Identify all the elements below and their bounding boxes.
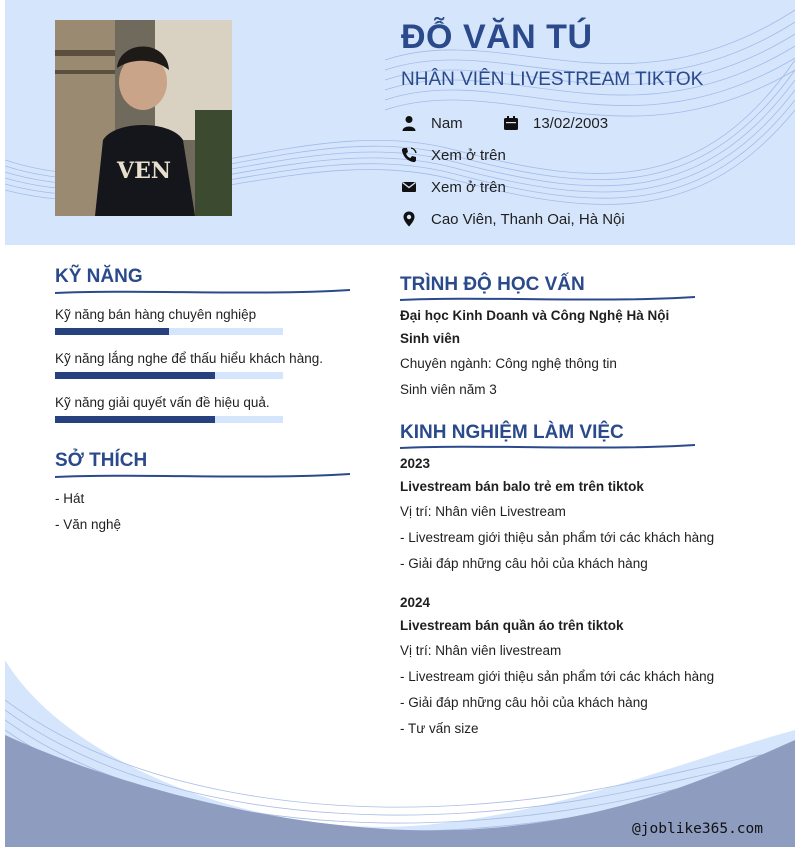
education-year: Sinh viên năm 3 bbox=[400, 382, 497, 397]
skill-label: Kỹ năng giải quyết vấn đề hiệu quả. bbox=[55, 395, 270, 410]
email-value: Xem ở trên bbox=[431, 178, 506, 196]
birthdate-row bbox=[503, 112, 608, 134]
cv-page bbox=[5, 0, 795, 847]
job-duty: - Giải đáp những câu hỏi của khách hàng bbox=[400, 556, 648, 571]
skill-bar bbox=[55, 372, 283, 379]
education-heading: TRÌNH ĐỘ HỌC VẤN bbox=[400, 274, 585, 295]
header-banner bbox=[5, 0, 795, 245]
job-duty: - Livestream giới thiệu sản phẩm tới các khách hàng bbox=[400, 669, 715, 684]
map-pin-icon bbox=[401, 211, 417, 227]
experience-heading: KINH NGHIỆM LÀM VIỆC bbox=[400, 422, 624, 443]
education-underline bbox=[400, 295, 695, 303]
address-value: Cao Viên, Thanh Oai, Hà Nội bbox=[431, 210, 625, 228]
skill-label: Kỹ năng bán hàng chuyên nghiệp bbox=[55, 307, 257, 322]
skill-bar bbox=[55, 416, 283, 423]
skill-bar-fill bbox=[55, 372, 215, 379]
address-row bbox=[401, 208, 625, 230]
envelope-icon bbox=[401, 179, 417, 195]
job-position: Vị trí: Nhân viên Livestream bbox=[400, 504, 566, 519]
watermark: @joblike365.com bbox=[632, 821, 763, 837]
skill-bar-fill bbox=[55, 328, 169, 335]
job-duty: - Livestream giới thiệu sản phẩm tới các khách hàng bbox=[400, 530, 715, 545]
job-year: 2023 bbox=[400, 456, 431, 471]
experience-underline bbox=[400, 443, 695, 451]
job-company: Livestream bán balo trẻ em trên tiktok bbox=[400, 479, 644, 494]
hobbies-underline bbox=[55, 472, 350, 480]
education-major: Chuyên ngành: Công nghệ thông tin bbox=[400, 356, 617, 371]
user-icon bbox=[401, 115, 417, 131]
skill-label: Kỹ năng lắng nghe để thấu hiểu khách hàng. bbox=[55, 351, 323, 366]
hobby-item: - Hát bbox=[55, 491, 85, 506]
skills-underline bbox=[55, 288, 350, 296]
gender-value: Nam bbox=[431, 114, 463, 132]
hobby-item: - Văn nghệ bbox=[55, 517, 122, 532]
profile-photo bbox=[55, 20, 232, 216]
job-year: 2024 bbox=[400, 595, 431, 610]
job-duty: - Tư vấn size bbox=[400, 721, 479, 736]
phone-value: Xem ở trên bbox=[431, 146, 506, 164]
gender-row bbox=[401, 112, 463, 134]
education-status: Sinh viên bbox=[400, 331, 461, 346]
job-company: Livestream bán quần áo trên tiktok bbox=[400, 618, 624, 633]
phone-icon bbox=[401, 147, 417, 163]
skills-heading: KỸ NĂNG bbox=[55, 266, 143, 287]
skill-bar-fill bbox=[55, 416, 215, 423]
phone-row bbox=[401, 144, 506, 166]
education-school: Đại học Kinh Doanh và Công Nghệ Hà Nội bbox=[400, 308, 670, 323]
candidate-job-title: NHÂN VIÊN LIVESTREAM TIKTOK bbox=[401, 69, 704, 90]
svg-text:VEN: VEN bbox=[117, 158, 171, 184]
hobbies-heading: SỞ THÍCH bbox=[55, 450, 148, 471]
birthdate-value: 13/02/2003 bbox=[533, 114, 609, 132]
job-position: Vị trí: Nhân viên livestream bbox=[400, 643, 562, 658]
email-row bbox=[401, 176, 506, 198]
job-duty: - Giải đáp những câu hỏi của khách hàng bbox=[400, 695, 648, 710]
calendar-icon bbox=[503, 115, 519, 131]
candidate-name: ĐỖ VĂN TÚ bbox=[401, 18, 593, 56]
skill-bar bbox=[55, 328, 283, 335]
